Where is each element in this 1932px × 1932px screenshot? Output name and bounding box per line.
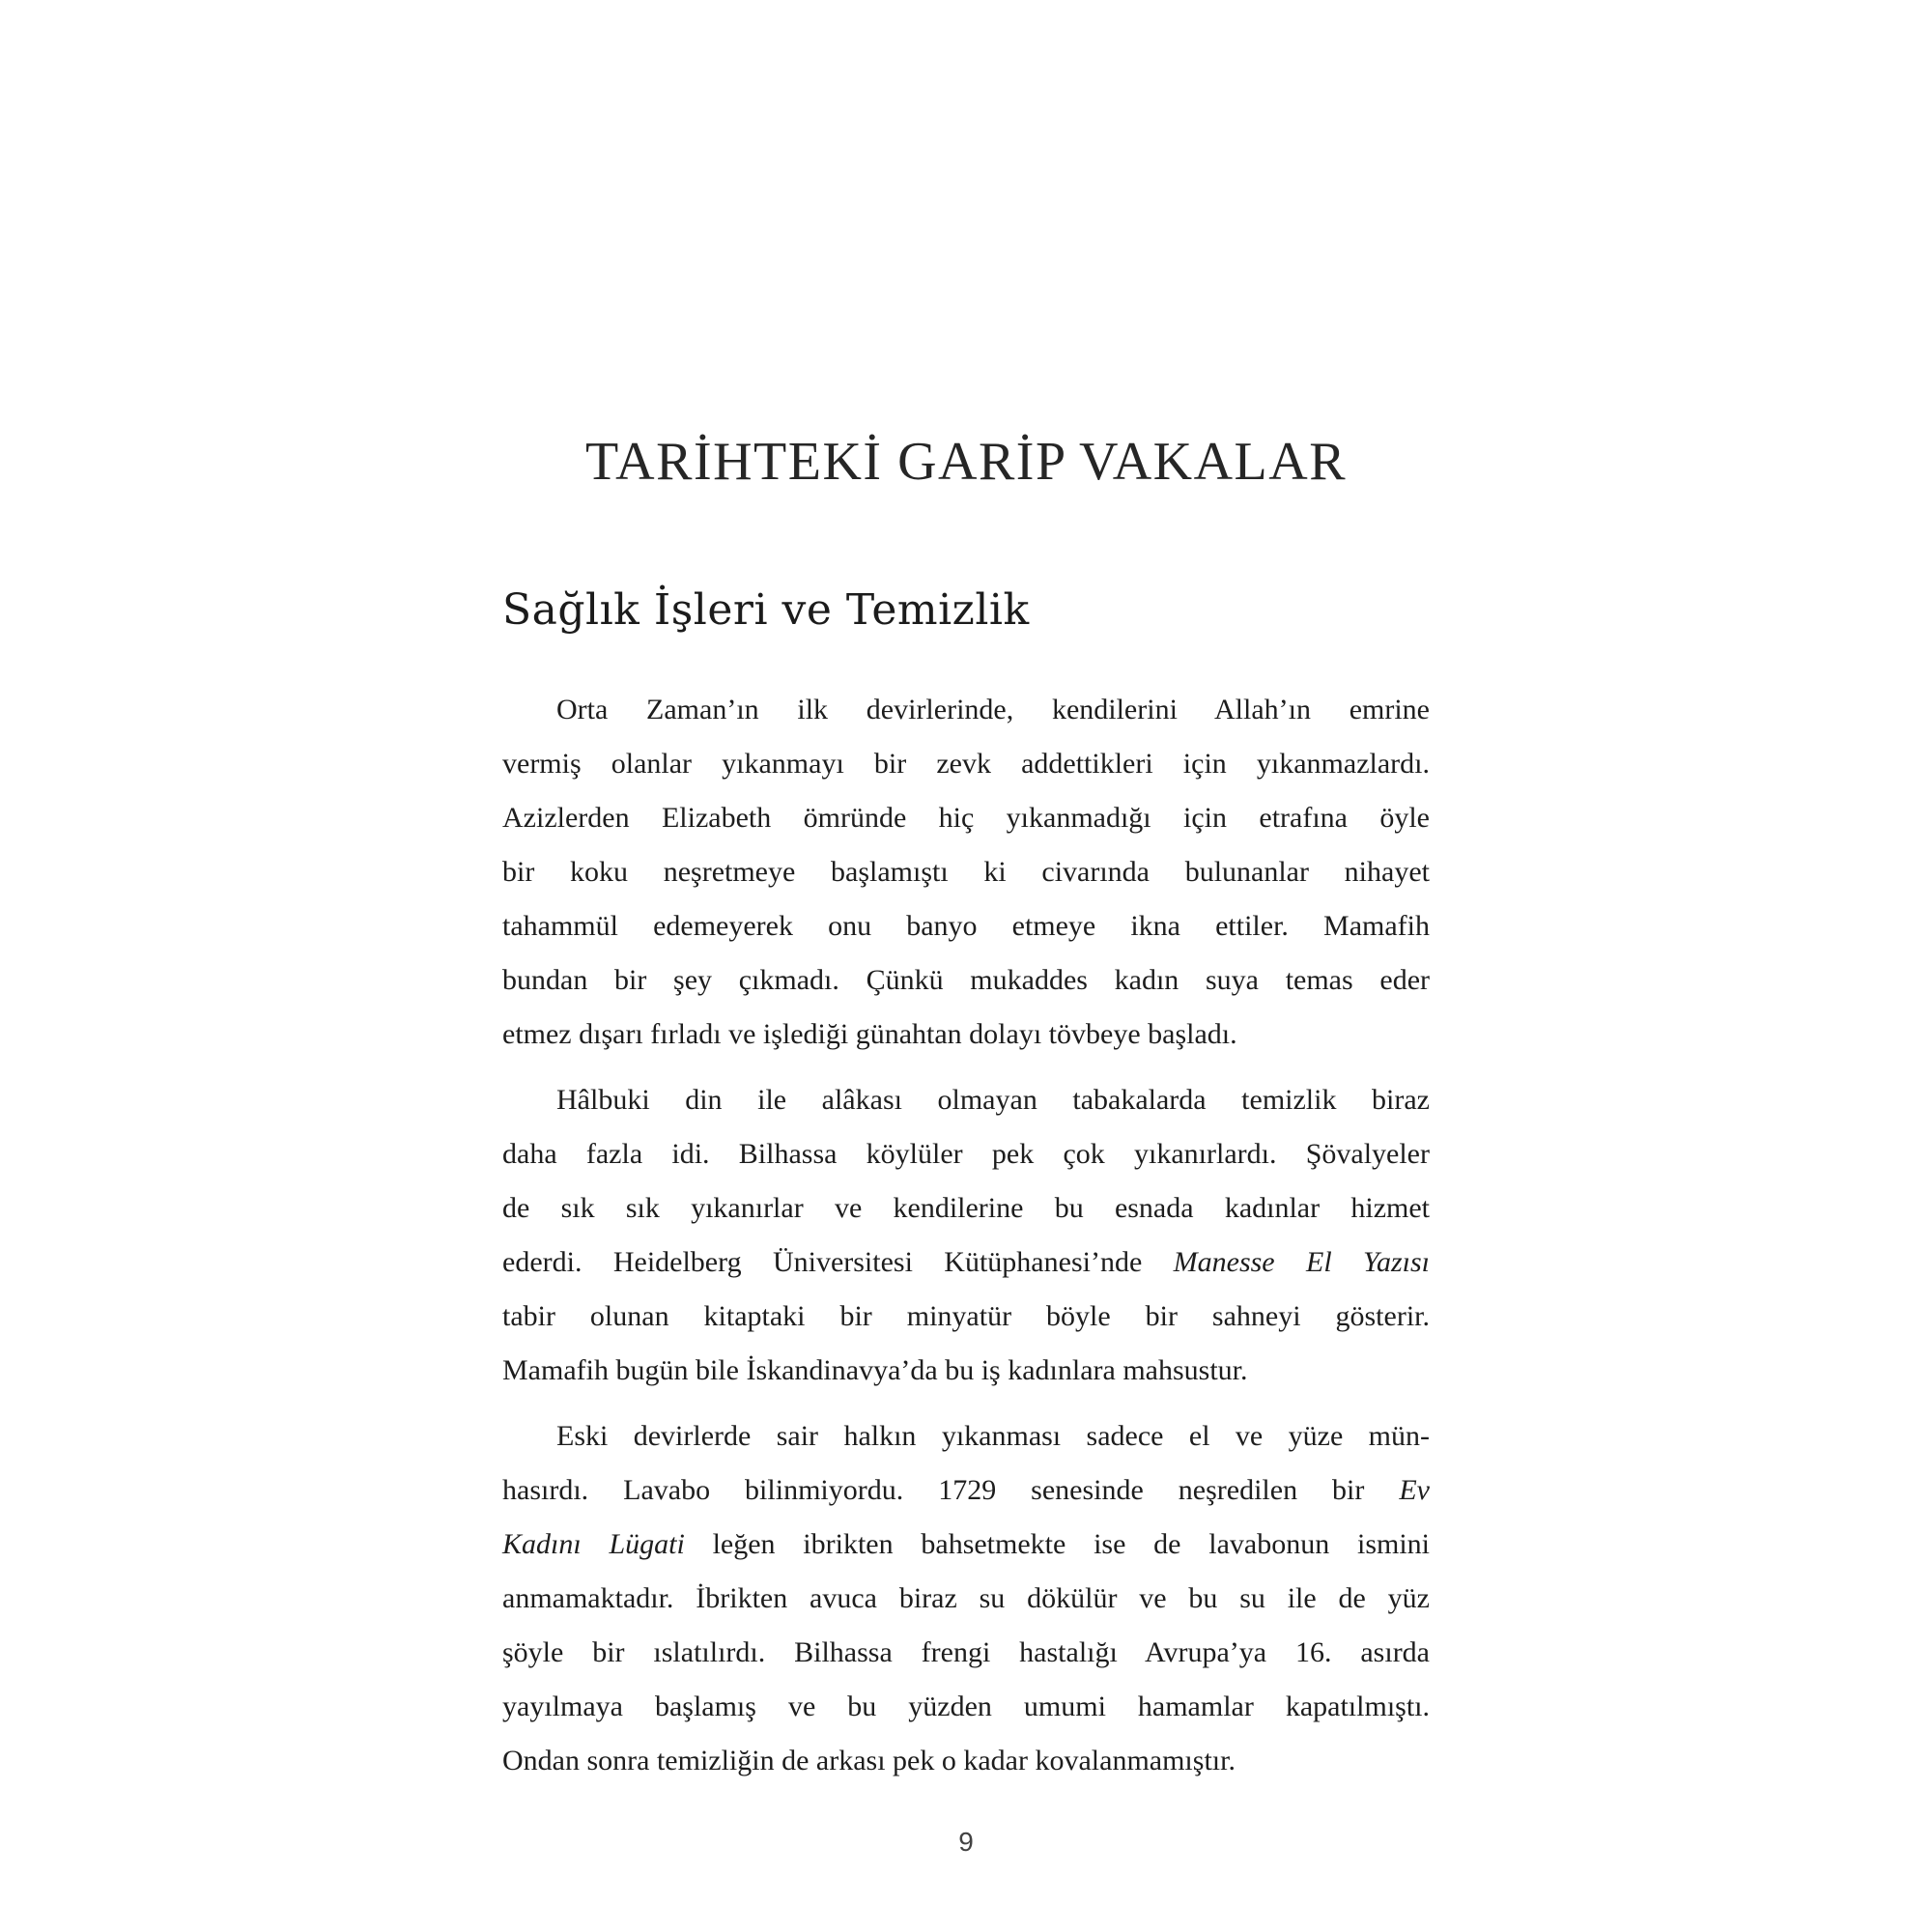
paragraph <box>502 1073 1430 1398</box>
text-segment: şöyle bir ıslatılırdı. Bilhassa frengi hastalığı Avrupa’ya 16. asırda <box>502 1635 1430 1668</box>
paragraph <box>502 683 1430 1062</box>
text-segment: ederdi. Heidelberg Üniversitesi Kütüphanesi’nde <box>502 1245 1174 1278</box>
text-line <box>502 1008 1430 1062</box>
text-line <box>502 1463 1430 1518</box>
text-segment: Eski devirlerde sair halkın yıkanması sadece el ve yüze mün- <box>556 1419 1430 1452</box>
text-segment: tahammül edemeyerek onu banyo etmeye ikna ettiler. Mamafih <box>502 909 1430 942</box>
text-line <box>502 1518 1430 1572</box>
text-line <box>502 845 1430 899</box>
italic-text: Kadını Lügati <box>502 1527 685 1560</box>
italic-text: Ev <box>1399 1473 1430 1506</box>
italic-text: Manesse El Yazısı <box>1173 1245 1430 1278</box>
text-segment: Mamafih bugün bile İskandinavya’da bu iş kadınlara mahsustur. <box>502 1353 1248 1386</box>
text-segment: Azizlerden Elizabeth ömründe hiç yıkanmadığı için etrafına öyle <box>502 801 1430 834</box>
text-line <box>502 1680 1430 1734</box>
text-line <box>502 1572 1430 1626</box>
text-segment: bir koku neşretmeye başlamıştı ki civarında bulunanlar nihayet <box>502 855 1430 888</box>
text-segment: yayılmaya başlamış ve bu yüzden umumi hamamlar kapatılmıştı. <box>502 1690 1430 1722</box>
text-line <box>502 737 1430 791</box>
text-line <box>502 1344 1430 1398</box>
text-line <box>502 1181 1430 1236</box>
text-segment: de sık sık yıkanırlar ve kendilerine bu esnada kadınlar hizmet <box>502 1191 1430 1224</box>
text-segment: anmamaktadır. İbrikten avuca biraz su dökülür ve bu su ile de yüz <box>502 1581 1430 1614</box>
text-line <box>502 683 1430 737</box>
text-segment: bundan bir şey çıkmadı. Çünkü mukaddes kadın suya temas eder <box>502 963 1430 996</box>
page-number: 9 <box>958 1827 974 1857</box>
text-segment: Orta Zaman’ın ilk devirlerinde, kendilerini Allah’ın emrine <box>556 693 1430 725</box>
text-segment: Ondan sonra temizliğin de arkası pek o kadar kovalanmamıştır. <box>502 1744 1236 1776</box>
text-segment: leğen ibrikten bahsetmekte ise de lavabonun ismini <box>684 1527 1430 1560</box>
text-segment: tabir olunan kitaptaki bir minyatür böyle bir sahneyi gösterir. <box>502 1299 1430 1332</box>
text-line <box>502 1073 1430 1127</box>
body-text <box>502 683 1430 1788</box>
text-line <box>502 791 1430 845</box>
text-line <box>502 899 1430 953</box>
text-segment: daha fazla idi. Bilhassa köylüler pek çok yıkanırlardı. Şövalyeler <box>502 1137 1430 1170</box>
text-segment: vermiş olanlar yıkanmayı bir zevk addettikleri için yıkanmazlardı. <box>502 747 1430 780</box>
paragraph <box>502 1409 1430 1788</box>
text-line <box>502 1236 1430 1290</box>
text-line <box>502 1734 1430 1788</box>
text-line <box>502 1409 1430 1463</box>
text-segment: etmez dışarı fırladı ve işlediği günahtan dolayı tövbeye başladı. <box>502 1017 1237 1050</box>
text-line <box>502 1290 1430 1344</box>
text-column <box>502 0 1430 1800</box>
text-segment: hasırdı. Lavabo bilinmiyordu. 1729 senesinde neşredilen bir <box>502 1473 1400 1506</box>
text-line <box>502 1626 1430 1680</box>
text-segment: Hâlbuki din ile alâkası olmayan tabakalarda temizlik biraz <box>556 1083 1430 1116</box>
section-heading: Sağlık İşleri ve Temizlik <box>502 585 1030 635</box>
text-line <box>502 953 1430 1008</box>
text-line <box>502 1127 1430 1181</box>
chapter-title: TARİHTEKİ GARİP VAKALAR <box>584 432 1348 492</box>
